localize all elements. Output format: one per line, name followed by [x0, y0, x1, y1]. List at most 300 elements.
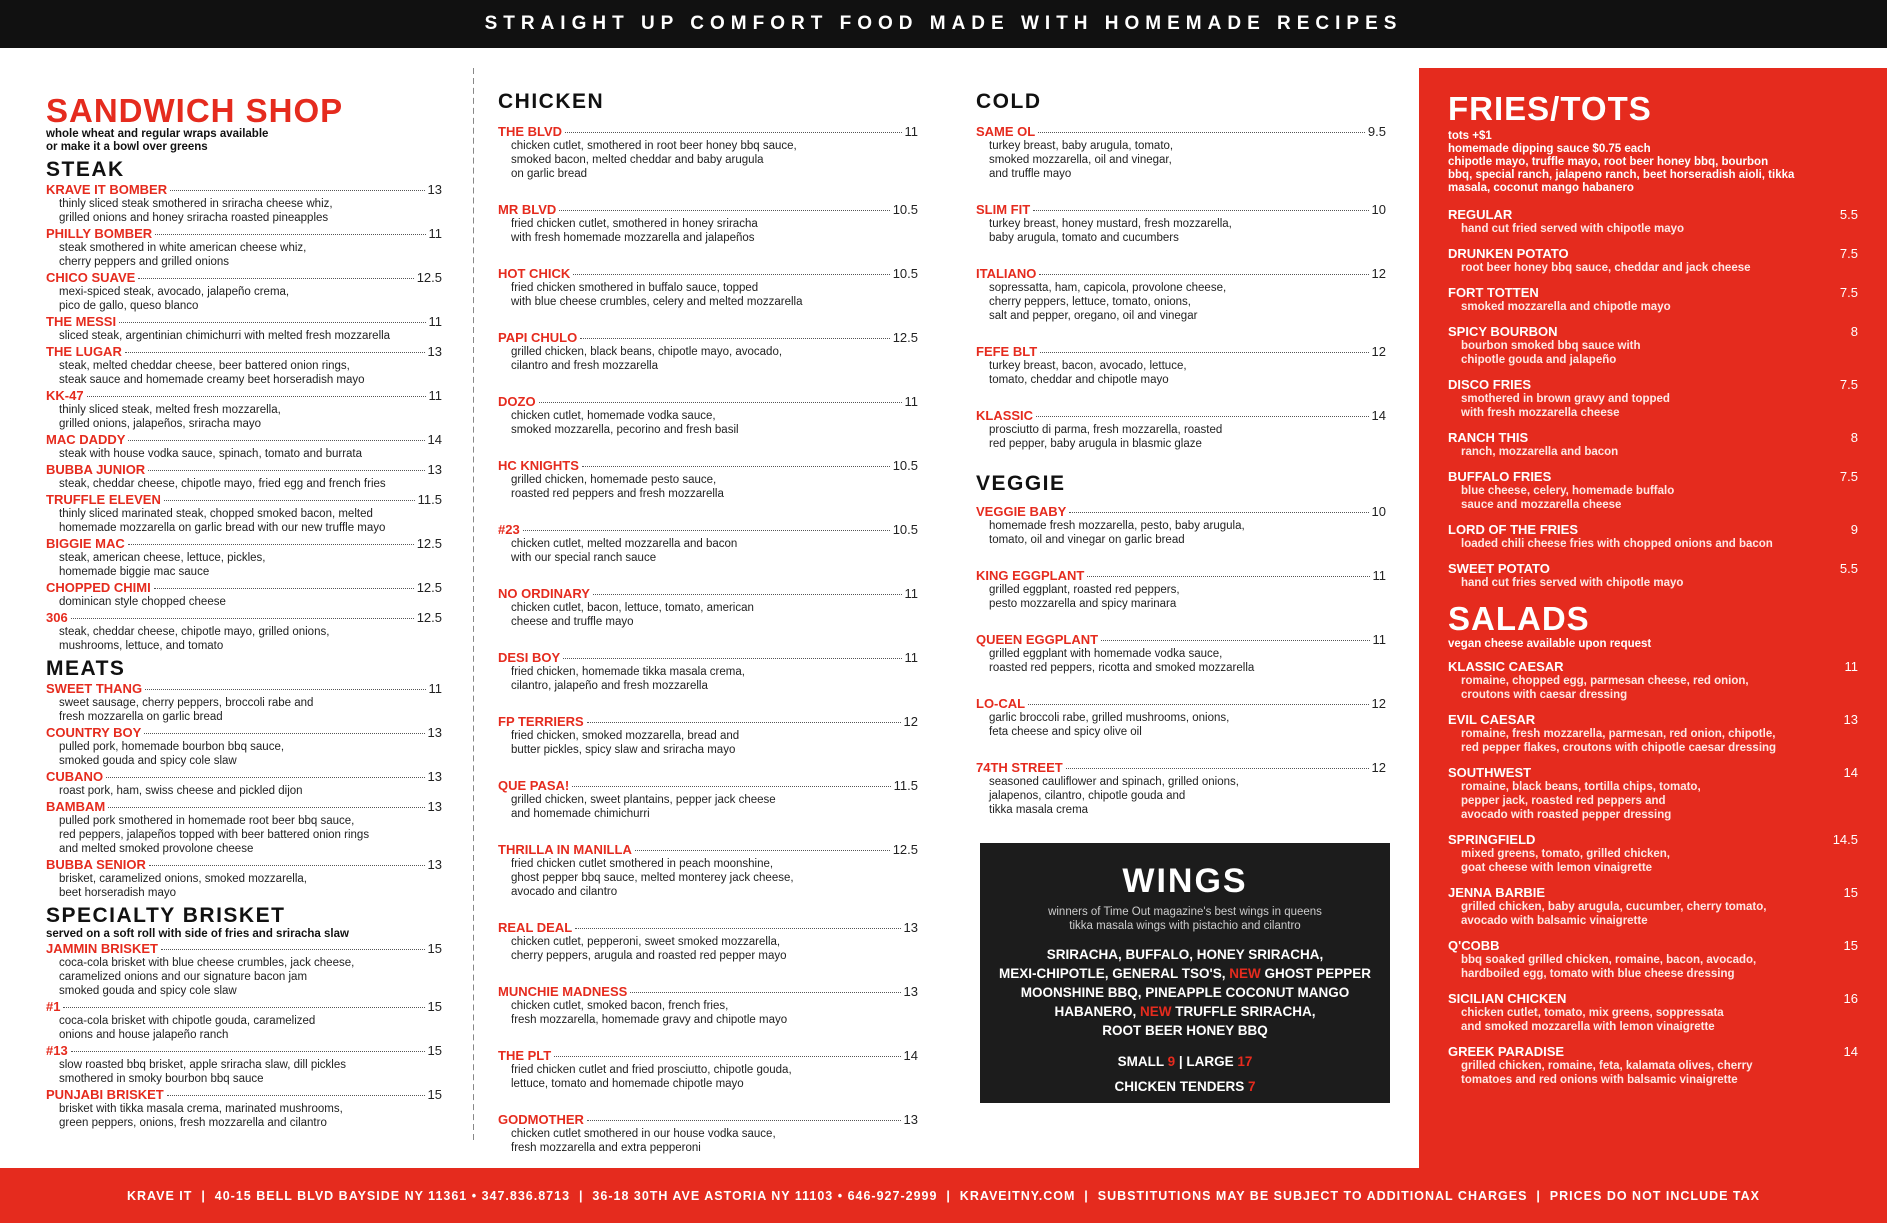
menu-item-price: 14 [1843, 765, 1858, 780]
menu-item-price: 10 [1371, 504, 1386, 519]
menu-item-price: 13 [427, 344, 442, 359]
dot-leader [164, 500, 415, 501]
menu-item-description: brisket, caramelized onions, smoked mozzarella, [59, 873, 307, 885]
menu-item-description: turkey breast, honey mustard, fresh mozzarella, [989, 218, 1232, 230]
menu-item-description: baby arugula, tomato and cucumbers [989, 232, 1179, 244]
footer-text: KRAVE IT | 40-15 BELL BLVD BAYSIDE NY 11361 • 347.836.8713 | 36-18 30TH AVE ASTORIA NY 11103 • 646-927-2999 | KRAVEITNY.COM | SUBSTITUTIONS MAY BE SUBJECT TO ADDITIONAL CHARGES | PRICES DO NOT INCLUDE TAX [126, 1188, 1761, 1203]
dot-leader [154, 588, 414, 589]
menu-item-description: ghost pepper bbq sauce, melted monterey jack cheese, [511, 872, 794, 884]
dot-leader [587, 1120, 901, 1121]
menu-item-name: BAMBAM [46, 799, 106, 814]
menu-item-price: 11 [904, 124, 918, 139]
dot-leader [580, 338, 889, 339]
menu-item [976, 760, 1386, 817]
menu-item-description: fresh mozzarella, homemade gravy and chipotle mayo [511, 1014, 788, 1026]
menu-item-price: 8 [1850, 324, 1858, 339]
menu-item-description: hand cut fried served with chipotle mayo [1461, 223, 1685, 235]
menu-item [976, 696, 1386, 739]
menu-item-name: BUBBA JUNIOR [46, 462, 146, 477]
menu-item-description: sopressatta, ham, capicola, provolone cheese, [989, 282, 1227, 294]
menu-item-description: thinly sliced steak smothered in sriracha cheese whiz, [59, 198, 333, 210]
menu-item [1448, 765, 1858, 822]
meats-list [46, 681, 442, 900]
menu-item-name: LO-CAL [976, 696, 1026, 711]
menu-item-header [46, 580, 442, 595]
menu-item-price: 11 [904, 586, 918, 601]
menu-item-description: pulled pork smothered in homemade root beer bbq sauce, [59, 815, 355, 827]
menu-item-header [498, 1112, 918, 1127]
menu-item-name: KLASSIC [976, 408, 1034, 423]
menu-item-name: BUFFALO FRIES [1448, 469, 1552, 484]
menu-item-price: 7.5 [1839, 246, 1858, 261]
menu-item-name: CHOPPED CHIMI [46, 580, 151, 595]
menu-item-price: 11 [428, 314, 442, 329]
menu-item-name: RANCH THIS [1448, 430, 1529, 445]
menu-item-header [976, 124, 1386, 139]
menu-item-description: salt and pepper, oregano, oil and vinegar [989, 310, 1198, 322]
menu-item [976, 266, 1386, 323]
menu-item-description: lettuce, tomato and homemade chipotle mayo [511, 1078, 744, 1090]
menu-item-description: brisket with tikka masala crema, marinated mushrooms, [59, 1103, 343, 1115]
menu-item-price: 13 [427, 769, 442, 784]
menu-item-price: 13 [903, 1112, 918, 1127]
menu-item [1448, 430, 1858, 459]
menu-item-name: DISCO FRIES [1448, 377, 1532, 392]
fries-sub-2: homemade dipping sauce $0.75 each [1448, 143, 1651, 155]
menu-item-header [1448, 377, 1858, 392]
menu-item-header [46, 610, 442, 625]
menu-item [498, 330, 918, 373]
price-divider: | [1175, 1054, 1187, 1069]
wings-title: WINGS [1122, 862, 1248, 900]
menu-item-price: 14 [1843, 1044, 1858, 1059]
menu-item-description: fried chicken, homemade tikka masala crema, [511, 666, 745, 678]
menu-item [46, 769, 442, 798]
menu-item-description: red peppers, jalapeños topped with beer battered onion rings [59, 829, 370, 841]
menu-item-header [498, 202, 918, 217]
menu-item-price: 11 [1372, 632, 1386, 647]
menu-item-description: romaine, chopped egg, parmesan cheese, red onion, [1461, 675, 1749, 687]
menu-item-name: SICILIAN CHICKEN [1448, 991, 1567, 1006]
menu-item [1448, 246, 1858, 275]
menu-item-name: SPRINGFIELD [1448, 832, 1536, 847]
menu-item-description: smoked mozzarella and chipotle mayo [1461, 301, 1671, 313]
menu-item-header [498, 458, 918, 473]
menu-item-price: 13 [427, 182, 442, 197]
menu-item-price: 15 [427, 1043, 442, 1058]
menu-item [1448, 522, 1858, 551]
menu-item-header [46, 681, 442, 696]
menu-item [1448, 324, 1858, 367]
flavor-text: TRUFFLE SRIRACHA, [1171, 1004, 1316, 1019]
menu-item-header [46, 769, 442, 784]
menu-item [46, 226, 442, 269]
menu-item [498, 714, 918, 757]
menu-item-description: steak, melted cheddar cheese, beer battered onion rings, [59, 360, 350, 372]
menu-item-description: mushrooms, lettuce, and tomato [59, 640, 224, 652]
dot-leader [1036, 416, 1368, 417]
fries-sub-3: chipotle mayo, truffle mayo, root beer honey bbq, bourbon [1448, 156, 1769, 168]
menu-item [46, 314, 442, 343]
dot-leader [161, 949, 425, 950]
dot-leader [1069, 512, 1368, 513]
menu-item [498, 920, 918, 963]
menu-item-description: fried chicken smothered in buffalo sauce, topped [511, 282, 759, 294]
menu-item-description: roast pork, ham, swiss cheese and pickled dijon [59, 785, 303, 797]
menu-item-header [976, 632, 1386, 647]
menu-item-name: SWEET POTATO [1448, 561, 1550, 576]
menu-item-name: THE MESSI [46, 314, 117, 329]
sandwich-shop-subtitle-2: or make it a bowl over greens [46, 141, 208, 153]
menu-item-price: 11 [904, 394, 918, 409]
menu-item-description: tomato, cheddar and chipotle mayo [989, 374, 1169, 386]
menu-item-description: ranch, mozzarella and bacon [1461, 446, 1619, 458]
menu-item [976, 568, 1386, 611]
dot-leader [573, 274, 889, 275]
menu-item-description: grilled chicken, romaine, feta, kalamata olives, cherry [1461, 1060, 1753, 1072]
menu-item-header [1448, 469, 1858, 484]
menu-item-header [1448, 324, 1858, 339]
menu-item-header [498, 394, 918, 409]
menu-item-price: 11 [428, 388, 442, 403]
menu-item-description: pico de gallo, queso blanco [59, 300, 199, 312]
menu-item-price: 11 [1844, 659, 1858, 674]
menu-item-name: FORT TOTTEN [1448, 285, 1539, 300]
menu-item-name: KRAVE IT BOMBER [46, 182, 168, 197]
menu-item-name: PHILLY BOMBER [46, 226, 153, 241]
dot-leader [593, 594, 902, 595]
menu-item [1448, 659, 1858, 702]
menu-item-description: grilled chicken, sweet plantains, pepper jack cheese [511, 794, 776, 806]
menu-item-header [498, 1048, 918, 1063]
menu-item-name: EVIL CAESAR [1448, 712, 1536, 727]
menu-item-header [498, 714, 918, 729]
menu-item-description: avocado and cilantro [511, 886, 618, 898]
menu-item [1448, 938, 1858, 981]
menu-item [46, 725, 442, 768]
salads-title: SALADS [1448, 600, 1590, 637]
menu-item [46, 941, 442, 998]
wings-prices [980, 1054, 1390, 1069]
menu-item-price: 11 [428, 681, 442, 696]
menu-item [46, 1087, 442, 1130]
menu-item-name: THE LUGAR [46, 344, 122, 359]
menu-item-price: 13 [903, 984, 918, 999]
brisket-section-title: SPECIALTY BRISKET [46, 904, 286, 927]
fries-sub-5: masala, coconut mango habanero [1448, 182, 1634, 194]
menu-item-description: coca-cola brisket with chipotle gouda, caramelized [59, 1015, 316, 1027]
large-price: 17 [1237, 1054, 1253, 1069]
menu-item-name: ITALIANO [976, 266, 1037, 281]
dot-leader [144, 733, 424, 734]
menu-item-name: GREEK PARADISE [1448, 1044, 1565, 1059]
wings-flavors [980, 945, 1390, 1040]
menu-item-description: chicken cutlet smothered in our house vodka sauce, [511, 1128, 776, 1140]
dot-leader [635, 850, 890, 851]
menu-item-description: beet horseradish mayo [59, 887, 176, 899]
menu-item-name: GODMOTHER [498, 1112, 584, 1127]
menu-item [976, 504, 1386, 547]
tenders-price-row [980, 1079, 1390, 1094]
menu-item-name: CUBANO [46, 769, 104, 784]
menu-item-description: smoked gouda and spicy cole slaw [59, 755, 237, 767]
menu-item-description: fried chicken cutlet smothered in peach moonshine, [511, 858, 774, 870]
dot-leader [149, 865, 425, 866]
menu-item-description: smoked bacon, melted cheddar and baby arugula [511, 154, 764, 166]
menu-item-header [1448, 207, 1858, 222]
menu-item-description: grilled chicken, homemade pesto sauce, [511, 474, 717, 486]
menu-item-header [1448, 561, 1858, 576]
chicken-list [498, 124, 918, 1155]
menu-item-name: JAMMIN BRISKET [46, 941, 158, 956]
menu-item-description: chicken cutlet, smothered in root beer honey bbq sauce, [511, 140, 797, 152]
menu-item-name: THRILLA IN MANILLA [498, 842, 632, 857]
menu-item-name: Q'COBB [1448, 938, 1500, 953]
sandwich-shop-subtitle-1: whole wheat and regular wraps available [46, 128, 269, 140]
top-banner [0, 0, 1887, 48]
menu-item-name: SLIM FIT [976, 202, 1031, 217]
menu-item-header [976, 266, 1386, 281]
dot-leader [554, 1056, 900, 1057]
menu-item-description: and smoked mozzarella with lemon vinaigrette [1461, 1021, 1715, 1033]
menu-item-price: 13 [903, 920, 918, 935]
menu-item-description: chicken cutlet, tomato, mix greens, soppressata [1461, 1007, 1724, 1019]
menu-item-description: romaine, black beans, tortilla chips, tomato, [1461, 781, 1701, 793]
menu-item-description: homemade mozzarella on garlic bread with our new truffle mayo [59, 522, 386, 534]
menu-item [46, 462, 442, 491]
menu-item-description: coca-cola brisket with blue cheese crumbles, jack cheese, [59, 957, 355, 969]
dot-leader [108, 807, 424, 808]
menu-item-header [498, 920, 918, 935]
cold-section-title: COLD [976, 90, 1042, 113]
menu-item-name: SAME OL [976, 124, 1036, 139]
menu-item-description: feta cheese and spicy olive oil [989, 726, 1142, 738]
fries-sub-1: tots +$1 [1448, 130, 1492, 142]
menu-item-description: prosciutto di parma, fresh mozzarella, roasted [989, 424, 1223, 436]
dot-leader [1033, 210, 1368, 211]
menu-item-name: QUEEN EGGPLANT [976, 632, 1099, 647]
menu-item-header [46, 999, 442, 1014]
menu-item-description: seasoned cauliflower and spinach, grilled onions, [989, 776, 1239, 788]
menu-item [498, 202, 918, 245]
menu-item-description: steak smothered in white american cheese whiz, [59, 242, 307, 254]
menu-item [1448, 377, 1858, 420]
menu-item-header [46, 182, 442, 197]
menu-item [976, 632, 1386, 675]
menu-item-description: steak sauce and homemade creamy beet horseradish mayo [59, 374, 365, 386]
menu-item-price: 5.5 [1839, 561, 1858, 576]
dot-leader [119, 322, 425, 323]
menu-item-header [498, 650, 918, 665]
menu-item-name: DESI BOY [498, 650, 561, 665]
salads-subtitle: vegan cheese available upon request [1448, 638, 1652, 650]
menu-item-description: steak, american cheese, lettuce, pickles, [59, 552, 266, 564]
menu-item-price: 10.5 [892, 522, 918, 537]
menu-item-header [1448, 285, 1858, 300]
menu-item-description: turkey breast, baby arugula, tomato, [989, 140, 1174, 152]
meats-section-title: MEATS [46, 657, 126, 680]
dot-leader [71, 618, 414, 619]
menu-item [976, 408, 1386, 451]
menu-item-price: 11.5 [893, 778, 918, 793]
dot-leader [1101, 640, 1369, 641]
sandwich-shop-panel [0, 68, 473, 1140]
menu-item-description: chicken cutlet, smoked bacon, french fries, [511, 1000, 729, 1012]
menu-item-name: SWEET THANG [46, 681, 143, 696]
menu-item-name: COUNTRY BOY [46, 725, 142, 740]
menu-item-header [1448, 712, 1858, 727]
menu-item-description: mixed greens, tomato, grilled chicken, [1461, 848, 1670, 860]
menu-item-header [498, 124, 918, 139]
menu-item-header [498, 842, 918, 857]
menu-item-price: 12.5 [416, 580, 442, 595]
menu-item-description: roasted red peppers, ricotta and smoked mozzarella [989, 662, 1255, 674]
tenders-label: CHICKEN TENDERS [1114, 1079, 1248, 1094]
menu-item-name: VEGGIE BABY [976, 504, 1067, 519]
menu-item-description: mexi-spiced steak, avocado, jalapeño crema, [59, 286, 290, 298]
menu-item-description: smoked mozzarella, oil and vinegar, [989, 154, 1172, 166]
menu-item-description: chicken cutlet, bacon, lettuce, tomato, american [511, 602, 754, 614]
veggie-list [976, 504, 1386, 817]
menu-item-description: pesto mozzarella and spicy marinara [989, 598, 1177, 610]
menu-item-description: cheese and truffle mayo [511, 616, 634, 628]
menu-item-name: DRUNKEN POTATO [1448, 246, 1569, 261]
dot-leader [1038, 132, 1365, 133]
menu-item-description: and homemade chimichurri [511, 808, 650, 820]
menu-item [46, 432, 442, 461]
menu-item-name: #13 [46, 1043, 68, 1058]
menu-item-description: smothered in brown gravy and topped [1461, 393, 1670, 405]
menu-item-description: thinly sliced steak, melted fresh mozzarella, [59, 404, 281, 416]
menu-item-name: KLASSIC CAESAR [1448, 659, 1564, 674]
menu-item-description: thinly sliced marinated steak, chopped smoked bacon, melted [59, 508, 373, 520]
menu-item [1448, 561, 1858, 590]
menu-item-description: slow roasted bbq brisket, apple sriracha slaw, dill pickles [59, 1059, 346, 1071]
dot-leader [148, 470, 424, 471]
menu-item-description: tikka masala crema [989, 804, 1089, 816]
menu-item-description: and melted smoked provolone cheese [59, 843, 254, 855]
menu-item-description: caramelized onions and our signature bacon jam [59, 971, 308, 983]
tenders-price: 7 [1248, 1079, 1256, 1094]
menu-item-name: QUE PASA! [498, 778, 570, 793]
footer-bar [0, 1168, 1887, 1223]
menu-item-description: red pepper flakes, croutons with chipotle caesar dressing [1461, 742, 1777, 754]
dot-leader [138, 278, 413, 279]
steak-list [46, 182, 442, 653]
brisket-list [46, 941, 442, 1130]
menu-item [46, 536, 442, 579]
menu-item-name: NO ORDINARY [498, 586, 590, 601]
menu-item-description: fresh mozzarella and extra pepperoni [511, 1142, 701, 1154]
menu-item-header [46, 314, 442, 329]
menu-item [1448, 207, 1858, 236]
menu-item-description: jalapenos, cilantro, chipotle gouda and [989, 790, 1186, 802]
menu-item-price: 9 [1850, 522, 1858, 537]
menu-item [46, 1043, 442, 1086]
dot-leader [1039, 274, 1368, 275]
menu-item-name: MUNCHIE MADNESS [498, 984, 628, 999]
menu-item [976, 344, 1386, 387]
menu-item [46, 610, 442, 653]
menu-item-header [46, 1043, 442, 1058]
menu-item-price: 16 [1843, 991, 1858, 1006]
menu-item-description: roasted red peppers and fresh mozzarella [511, 488, 724, 500]
menu-item-name: THE PLT [498, 1048, 552, 1063]
menu-item-price: 10.5 [892, 458, 918, 473]
menu-item-header [498, 330, 918, 345]
menu-item-header [498, 266, 918, 281]
menu-item [46, 182, 442, 225]
menu-item-description: with blue cheese crumbles, celery and melted mozzarella [511, 296, 803, 308]
menu-item-name: BIGGIE MAC [46, 536, 125, 551]
menu-item-header [1448, 659, 1858, 674]
flavor-text: HABANERO, [1054, 1004, 1140, 1019]
menu-item-header [1448, 938, 1858, 953]
cold-list [976, 124, 1386, 451]
wings-flavor-line-4 [980, 1002, 1390, 1021]
menu-item-header [46, 344, 442, 359]
menu-item [1448, 712, 1858, 755]
menu-item-description: red pepper, baby arugula in blasmic glaze [989, 438, 1202, 450]
menu-item [498, 394, 918, 437]
menu-item [498, 650, 918, 693]
menu-item-header [976, 504, 1386, 519]
menu-item-price: 8 [1850, 430, 1858, 445]
menu-item-description: avocado with balsamic vinaigrette [1461, 915, 1648, 927]
menu-item-price: 12 [1371, 266, 1386, 281]
wings-flavor-line-1: SRIRACHA, BUFFALO, HONEY SRIRACHA, [1046, 947, 1324, 962]
menu-item-description: with fresh homemade mozzarella and jalapeños [511, 232, 755, 244]
menu-item-name: HC KNIGHTS [498, 458, 579, 473]
menu-item-header [498, 778, 918, 793]
menu-item-price: 14.5 [1832, 832, 1858, 847]
dot-leader [565, 132, 901, 133]
menu-item-description: cherry peppers, lettuce, tomato, onions, [989, 296, 1191, 308]
menu-item-description: sliced steak, argentinian chimichurri with melted fresh mozzarella [59, 330, 391, 342]
dot-leader [106, 777, 424, 778]
menu-item-description: goat cheese with lemon vinaigrette [1461, 862, 1653, 874]
menu-item-header [1448, 832, 1858, 847]
menu-item-name: 74TH STREET [976, 760, 1063, 775]
menu-item-price: 10 [1371, 202, 1386, 217]
menu-item-name: FEFE BLT [976, 344, 1038, 359]
menu-item-price: 10.5 [892, 202, 918, 217]
dot-leader [523, 530, 890, 531]
menu-item-name: THE BLVD [498, 124, 563, 139]
wings-flavor-line-2 [980, 964, 1390, 983]
dot-leader [128, 440, 424, 441]
menu-item [46, 999, 442, 1042]
steak-section-title: STEAK [46, 158, 125, 181]
dot-leader [575, 928, 900, 929]
wings-flavor-line-5: ROOT BEER HONEY BBQ [1102, 1023, 1268, 1038]
menu-item-name: TRUFFLE ELEVEN [46, 492, 161, 507]
small-label: SMALL [1117, 1054, 1168, 1069]
menu-item [976, 124, 1386, 181]
menu-item-header [46, 1087, 442, 1102]
menu-item-price: 11 [428, 226, 442, 241]
menu-item-description: sauce and mozzarella cheese [1461, 499, 1622, 511]
menu-item-description: grilled onions, jalapeños, sriracha mayo [59, 418, 261, 430]
menu-item-description: hardboiled egg, tomato with blue cheese dressing [1461, 968, 1735, 980]
menu-item-header [976, 568, 1386, 583]
menu-item-description: chicken cutlet, melted mozzarella and bacon [511, 538, 738, 550]
menu-item-description: pepper jack, roasted red peppers and [1461, 795, 1666, 807]
menu-item-price: 15 [427, 1087, 442, 1102]
menu-item [498, 984, 918, 1027]
menu-item-description: chipotle gouda and jalapeño [1461, 354, 1617, 366]
menu-item-price: 14 [1371, 408, 1386, 423]
